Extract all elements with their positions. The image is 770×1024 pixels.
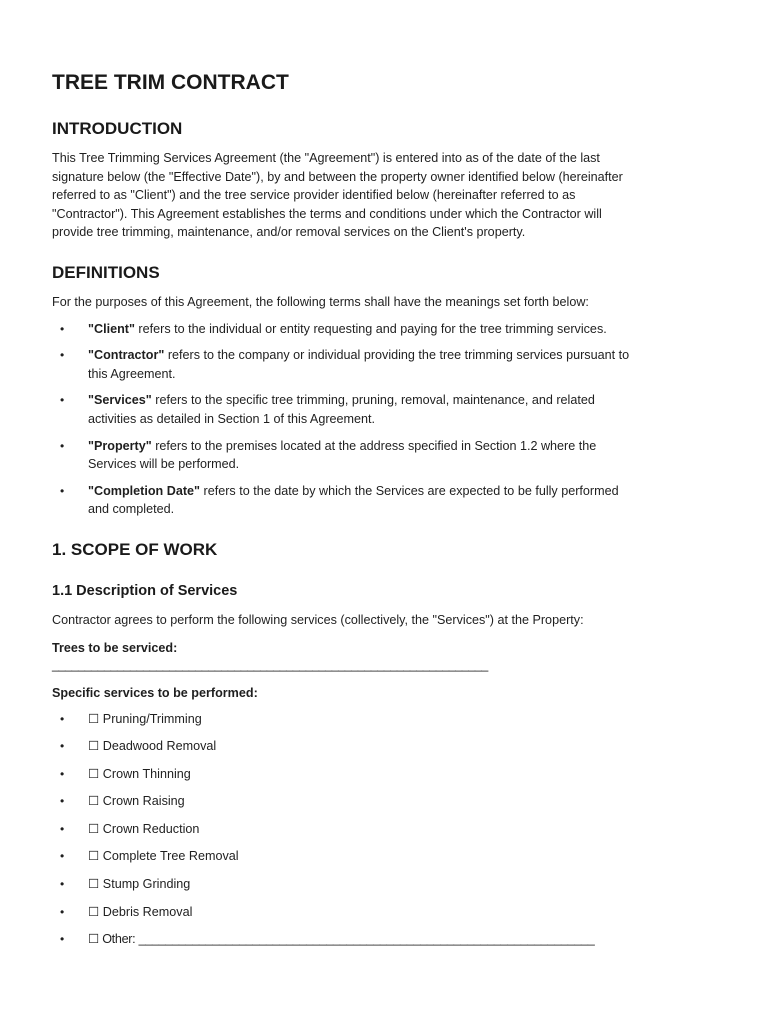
service-checkbox-item-other[interactable] — [52, 930, 722, 949]
introduction-heading: INTRODUCTION — [52, 119, 183, 138]
service-checkbox-item[interactable] — [52, 903, 722, 922]
bullet-icon: • — [60, 321, 65, 336]
definition-text: refers to the company or individual providing the tree trimming services pursuant to — [164, 348, 630, 363]
definition-item-client — [52, 320, 722, 339]
definition-text: activities as detailed in Section 1 of this Agreement. — [88, 411, 376, 426]
bullet-icon: • — [60, 794, 65, 809]
service-option-label: ☐ Debris Removal — [88, 904, 193, 919]
service-checkbox-item[interactable] — [52, 737, 722, 756]
definition-item-property — [52, 437, 722, 474]
service-option-label: ☐ Stump Grinding — [88, 877, 191, 892]
definition-term: "Services" — [88, 393, 152, 408]
service-option-label: ☐ Deadwood Removal — [88, 739, 217, 754]
definition-text: refers to the individual or entity requesting and paying for the tree trimming services. — [134, 321, 607, 336]
definition-term: "Property" — [88, 438, 152, 453]
trees-label: Trees to be serviced: — [52, 640, 178, 655]
definition-item-completion-date — [52, 482, 722, 519]
document-title: TREE TRIM CONTRACT — [52, 71, 289, 94]
service-checkbox-item[interactable] — [52, 847, 722, 866]
bullet-icon: • — [60, 711, 65, 726]
service-checkbox-item[interactable] — [52, 710, 722, 729]
definition-term: "Contractor" — [88, 348, 165, 363]
bullet-icon: • — [60, 739, 65, 754]
bullet-icon: • — [60, 877, 65, 892]
scope-subheading: 1.1 Description of Services — [52, 582, 238, 599]
bullet-icon: • — [60, 393, 65, 408]
scope-heading: 1. SCOPE OF WORK — [52, 539, 218, 559]
definitions-heading: DEFINITIONS — [52, 262, 160, 282]
trees-blank-field: ___________________________________________________________________ — [52, 657, 488, 672]
bullet-icon: • — [60, 932, 65, 947]
services-label: Specific services to be performed: — [52, 685, 258, 700]
service-option-label: ☐ Crown Thinning — [88, 766, 191, 781]
definition-term: "Client" — [88, 321, 135, 336]
definition-text: Services will be performed. — [88, 457, 240, 472]
definition-text: refers to the specific tree trimming, pruning, removal, maintenance, and related — [151, 393, 595, 408]
introduction-line: This Tree Trimming Services Agreement (the "Agreement") is entered into as of the date of the last — [52, 151, 600, 165]
service-checkbox-item[interactable] — [52, 792, 722, 811]
bullet-icon: • — [60, 483, 65, 498]
bullet-icon: • — [60, 904, 65, 919]
bullet-icon: • — [60, 348, 65, 363]
definition-text: refers to the date by which the Services are expected to be fully performed — [200, 483, 619, 498]
service-checkbox-item[interactable] — [52, 820, 722, 839]
introduction-line: referred to as "Client") and the tree service provider identified below (hereinafter referred to as — [52, 188, 576, 203]
service-option-label: ☐ Pruning/Trimming — [88, 711, 202, 726]
definition-term: "Completion Date" — [88, 483, 200, 498]
service-option-label: ☐ Complete Tree Removal — [88, 849, 239, 864]
scope-intro: Contractor agrees to perform the following services (collectively, the "Services") at the Property: — [52, 612, 584, 627]
definition-item-services — [52, 391, 722, 428]
definitions-intro: For the purposes of this Agreement, the following terms shall have the meanings set forth below: — [52, 294, 589, 309]
bullet-icon: • — [60, 849, 65, 864]
document-page — [52, 70, 722, 949]
service-checkbox-item[interactable] — [52, 765, 722, 784]
bullet-icon: • — [60, 821, 65, 836]
bullet-icon: • — [60, 766, 65, 781]
definition-text: and completed. — [88, 502, 175, 517]
service-option-label: ☐ Crown Reduction — [88, 821, 200, 836]
definitions-list — [52, 320, 722, 519]
services-checklist — [52, 710, 722, 949]
service-checkbox-item[interactable] — [52, 875, 722, 894]
introduction-line: "Contractor"). This Agreement establishes the terms and conditions under which the Contractor will — [52, 206, 602, 221]
service-option-label: ☐ Crown Raising — [88, 794, 185, 809]
definition-text: refers to the premises located at the address specified in Section 1.2 where the — [151, 438, 597, 453]
service-option-label: ☐ Other: ____________________________________________________________________ — [88, 932, 595, 947]
introduction-line: provide tree trimming, maintenance, and/or removal services on the Client's property. — [52, 225, 526, 240]
bullet-icon: • — [60, 438, 65, 453]
introduction-paragraph — [52, 149, 722, 242]
definition-text: this Agreement. — [88, 366, 176, 381]
definition-item-contractor — [52, 346, 722, 383]
introduction-line: signature below (the "Effective Date"), by and between the property owner identified below (hereinafter — [52, 169, 623, 184]
